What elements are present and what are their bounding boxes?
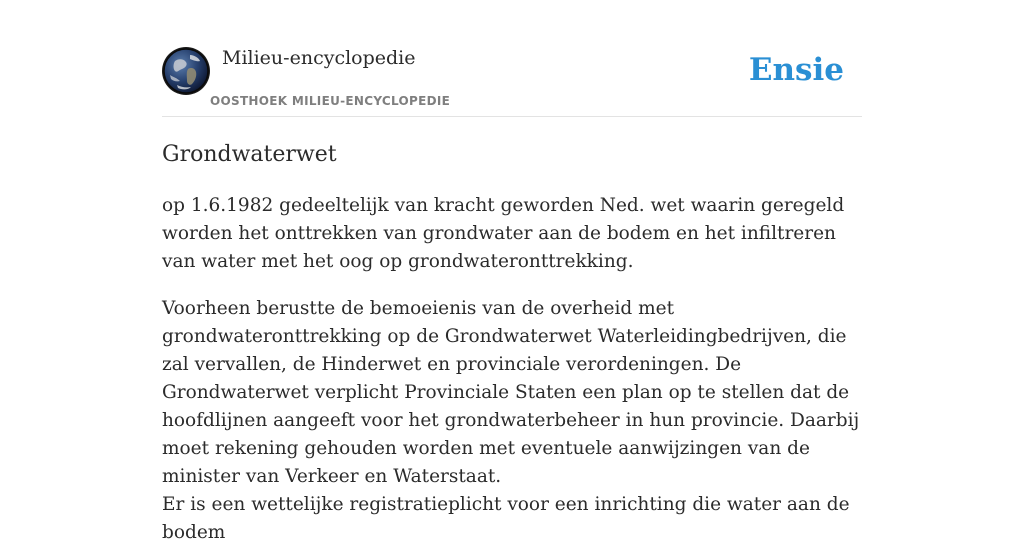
site-header [162,0,862,117]
site-subtitle: OOSTHOEK MILIEU-ENCYCLOPEDIE [210,94,451,108]
page [162,0,862,543]
article-paragraph-2: Voorheen berustte de bemoeienis van de overheid met grondwateronttrekking op de Grondwaterwet Waterleidingbedrijven, die zal vervallen, de Hinderwet en provinciale verordeningen. De Grondwaterwet verplicht Provinciale Staten een plan op te stellen dat de hoofdlijnen aangeeft voor het grondwaterbeheer in hun provincie. Daarbij moet rekening gehouden worden met eventuele aanwijzingen van de minister van Verkeer en Waterstaat. [162,298,860,487]
site-title[interactable]: Milieu-encyclopedie [222,47,416,69]
article-paragraph-3: Er is een wettelijke registratieplicht voor een inrichting die water aan de bodem [162,494,850,543]
brand-logo[interactable]: Ensie [748,52,844,88]
article-title: Grondwaterwet [162,142,337,167]
article-paragraph-1: op 1.6.1982 gedeeltelijk van kracht geworden Ned. wet waarin geregeld worden het onttrekken van grondwater aan de bodem en het infiltreren van water met het oog op grondwateronttrekking. [162,195,845,272]
earth-globe-icon[interactable] [162,47,210,95]
